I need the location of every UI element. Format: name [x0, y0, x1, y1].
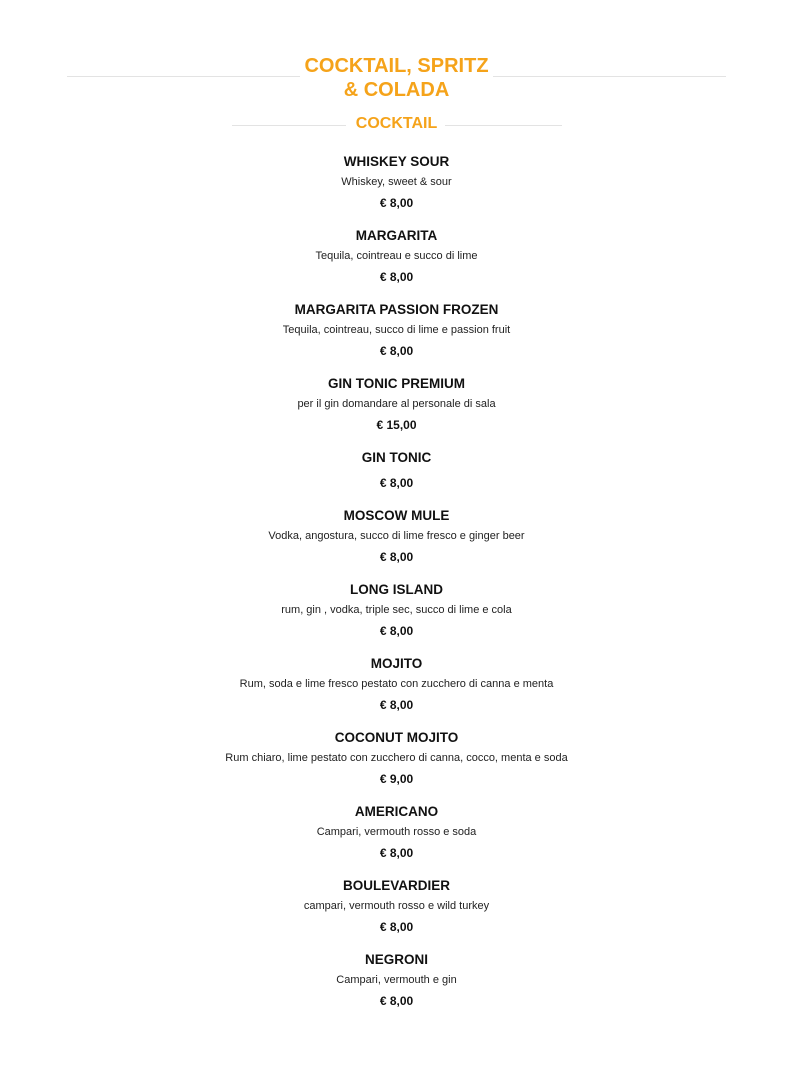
- item-name: MARGARITA: [355, 228, 438, 243]
- item-description: Campari, vermouth rosso e soda: [316, 826, 477, 838]
- item-price: € 8,00: [379, 920, 414, 934]
- item-description: campari, vermouth rosso e wild turkey: [303, 900, 490, 912]
- item-price: € 15,00: [376, 418, 417, 432]
- item-price: € 8,00: [379, 624, 414, 638]
- menu-item: [0, 803, 793, 861]
- menu-item: [0, 153, 793, 211]
- item-price: € 8,00: [379, 476, 414, 490]
- item-description: rum, gin , vodka, triple sec, succo di lime e cola: [281, 604, 512, 616]
- section-header: [0, 114, 793, 134]
- item-name: MARGARITA PASSION FROZEN: [294, 302, 499, 317]
- item-description: Vodka, angostura, succo di lime fresco e ginger beer: [268, 530, 525, 542]
- menu-item: [0, 507, 793, 565]
- item-name: COCONUT MOJITO: [334, 730, 459, 745]
- item-price: € 9,00: [379, 772, 414, 786]
- item-description: per il gin domandare al personale di sala: [297, 398, 496, 410]
- item-name: MOJITO: [370, 656, 423, 671]
- item-price: € 8,00: [379, 344, 414, 358]
- item-price: € 8,00: [379, 698, 414, 712]
- menu-item: [0, 655, 793, 713]
- item-description: Campari, vermouth e gin: [336, 974, 457, 986]
- page-title-line2: & COLADA: [343, 79, 450, 101]
- menu-item: [0, 375, 793, 433]
- section-title: COCKTAIL: [350, 114, 443, 134]
- item-price: € 8,00: [379, 196, 414, 210]
- menu-item: [0, 729, 793, 787]
- menu-item: [0, 301, 793, 359]
- item-description: Rum, soda e lime fresco pestato con zucchero di canna e menta: [239, 678, 554, 690]
- item-description: Tequila, cointreau e succo di lime: [315, 250, 478, 262]
- page-header: [0, 54, 793, 102]
- item-name: AMERICANO: [354, 804, 439, 819]
- item-price: € 8,00: [379, 270, 414, 284]
- item-name: NEGRONI: [364, 952, 428, 967]
- item-description: Whiskey, sweet & sour: [341, 176, 452, 188]
- menu-item: [0, 227, 793, 285]
- item-name: LONG ISLAND: [350, 582, 443, 597]
- menu-list: [0, 153, 793, 1025]
- item-price: € 8,00: [379, 846, 414, 860]
- item-description: Rum chiaro, lime pestato con zucchero di canna, cocco, menta e soda: [225, 752, 568, 764]
- item-name: GIN TONIC: [361, 450, 432, 465]
- item-name: MOSCOW MULE: [343, 508, 450, 523]
- menu-item: [0, 581, 793, 639]
- item-description: Tequila, cointreau, succo di lime e passion fruit: [282, 324, 511, 336]
- menu-item: [0, 951, 793, 1009]
- item-price: € 8,00: [379, 994, 414, 1008]
- item-name: BOULEVARDIER: [342, 878, 450, 893]
- item-name: WHISKEY SOUR: [343, 154, 450, 169]
- page-title-line1: COCKTAIL, SPRITZ: [304, 55, 489, 77]
- item-price: € 8,00: [379, 550, 414, 564]
- menu-item: [0, 877, 793, 935]
- page-title: [300, 54, 492, 102]
- item-name: GIN TONIC PREMIUM: [327, 376, 465, 391]
- menu-item: [0, 449, 793, 491]
